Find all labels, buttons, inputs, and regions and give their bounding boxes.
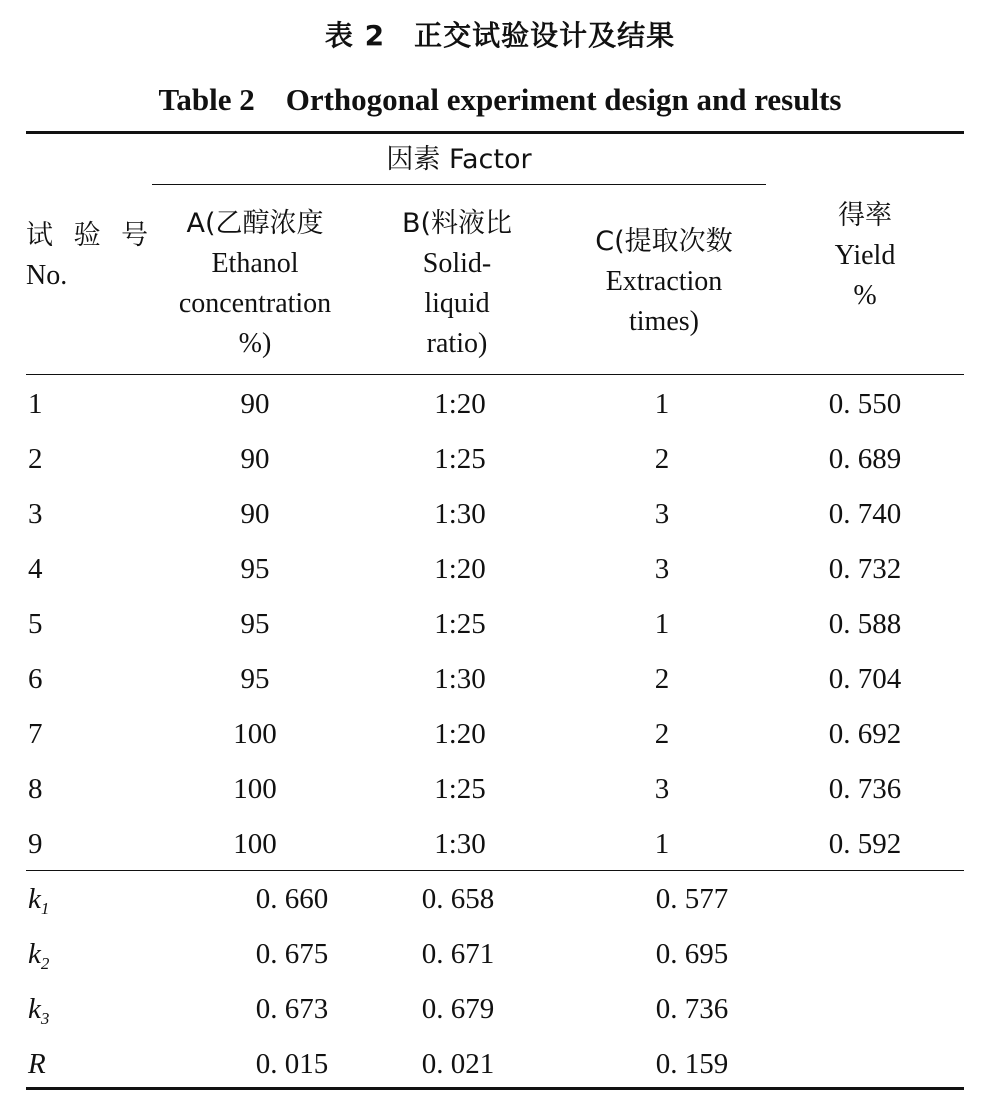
row-factor-c: 2: [654, 718, 670, 750]
header-yield-en: Yield: [834, 240, 896, 271]
row-factor-b: 1:30: [434, 828, 486, 860]
row-no: 5: [28, 608, 43, 640]
stat-factor-a: 0. 660: [255, 883, 329, 915]
row-factor-c: 3: [654, 773, 670, 805]
header-a-line4: %): [238, 328, 272, 359]
header-a-line2: Ethanol: [211, 248, 299, 279]
row-no: 8: [28, 773, 43, 805]
stat-label: R: [28, 1048, 46, 1080]
row-factor-c: 3: [654, 553, 670, 585]
row-yield: 0. 736: [828, 773, 902, 805]
factor-group-rule: [152, 184, 766, 185]
header-b-line3: liquid: [424, 288, 490, 319]
row-factor-a: 100: [233, 718, 277, 750]
stat-factor-c: 0. 695: [655, 938, 729, 970]
row-factor-b: 1:30: [434, 663, 486, 695]
top-rule: [26, 131, 964, 134]
row-factor-b: 1:20: [434, 388, 486, 420]
row-yield: 0. 732: [828, 553, 902, 585]
row-no: 4: [28, 553, 43, 585]
header-rule: [26, 374, 964, 375]
row-factor-b: 1:25: [434, 443, 486, 475]
row-factor-a: 95: [240, 553, 270, 585]
header-c-line1: C(提取次数: [595, 226, 733, 257]
header-no: [26, 216, 156, 296]
header-yield: [800, 196, 930, 316]
row-factor-b: 1:20: [434, 718, 486, 750]
header-a-line3: concentration: [178, 288, 332, 319]
stat-factor-b: 0. 679: [421, 993, 495, 1025]
row-factor-c: 2: [654, 443, 670, 475]
header-factor-b: [372, 204, 542, 364]
stats-rule: [26, 870, 964, 871]
header-a-line1: A(乙醇浓度: [186, 208, 324, 239]
row-factor-c: 1: [654, 828, 670, 860]
header-c-line2: Extraction: [605, 266, 723, 297]
stat-label: $k_3$: [28, 993, 50, 1028]
table-title-en: Table 2 Orthogonal experiment design and results: [158, 82, 842, 117]
row-no: 9: [28, 828, 43, 860]
header-b-line1: B(料液比: [401, 208, 513, 239]
header-no-en: No.: [26, 260, 68, 291]
header-yield-unit: %: [853, 280, 877, 311]
row-factor-a: 90: [240, 443, 270, 475]
header-b-line2: Solid-: [422, 248, 492, 279]
row-yield: 0. 704: [828, 663, 902, 695]
row-yield: 0. 692: [828, 718, 902, 750]
row-factor-b: 1:30: [434, 498, 486, 530]
row-yield: 0. 588: [828, 608, 902, 640]
header-c-line3: times): [629, 306, 699, 337]
row-factor-c: 2: [654, 663, 670, 695]
header-no-cn: 试 验 号: [26, 220, 155, 251]
stat-factor-b: 0. 671: [421, 938, 495, 970]
table-title-cn: 表 2 正交试验设计及结果: [324, 19, 676, 52]
row-factor-a: 90: [240, 498, 270, 530]
stat-factor-a: 0. 673: [255, 993, 329, 1025]
stat-factor-c: 0. 736: [655, 993, 729, 1025]
row-no: 7: [28, 718, 43, 750]
bottom-rule: [26, 1087, 964, 1090]
header-yield-cn: 得率: [838, 200, 892, 231]
header-b-line4: ratio): [426, 328, 488, 359]
header-factor-a: [160, 204, 350, 364]
stat-label: $k_1$: [28, 883, 50, 918]
stat-factor-c: 0. 577: [655, 883, 729, 915]
row-no: 3: [28, 498, 43, 530]
row-yield: 0. 592: [828, 828, 902, 860]
row-no: 2: [28, 443, 43, 475]
factor-group-header: 因素 Factor: [386, 144, 532, 175]
stat-label: $k_2$: [28, 938, 50, 973]
stat-factor-c: 0. 159: [655, 1048, 729, 1080]
stat-factor-b: 0. 021: [421, 1048, 495, 1080]
row-yield: 0. 689: [828, 443, 902, 475]
row-factor-b: 1:20: [434, 553, 486, 585]
row-yield: 0. 550: [828, 388, 902, 420]
row-factor-c: 1: [654, 608, 670, 640]
stat-factor-a: 0. 015: [255, 1048, 329, 1080]
row-no: 1: [28, 388, 43, 420]
stat-factor-b: 0. 658: [421, 883, 495, 915]
row-factor-a: 95: [240, 608, 270, 640]
header-factor-c: [574, 222, 754, 342]
row-factor-b: 1:25: [434, 608, 486, 640]
row-factor-b: 1:25: [434, 773, 486, 805]
row-yield: 0. 740: [828, 498, 902, 530]
row-factor-c: 3: [654, 498, 670, 530]
stat-factor-a: 0. 675: [255, 938, 329, 970]
row-factor-a: 90: [240, 388, 270, 420]
row-factor-c: 1: [654, 388, 670, 420]
row-factor-a: 100: [233, 773, 277, 805]
row-factor-a: 100: [233, 828, 277, 860]
row-no: 6: [28, 663, 43, 695]
row-factor-a: 95: [240, 663, 270, 695]
